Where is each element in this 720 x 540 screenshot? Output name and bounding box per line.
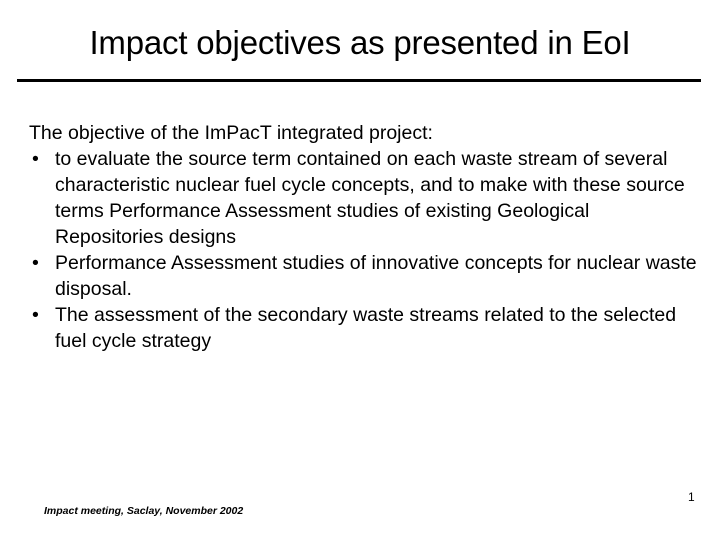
- lead-line: The objective of the ImPacT integrated project:: [29, 122, 433, 144]
- bullet-dot-icon: •: [32, 304, 39, 326]
- page-number: 1: [688, 490, 695, 504]
- footer-note: Impact meeting, Saclay, November 2002: [44, 505, 244, 517]
- slide-body: [29, 120, 697, 354]
- title-block: [0, 24, 720, 62]
- title-divider-rule: [17, 79, 701, 82]
- bullet-dot-icon: •: [32, 148, 39, 170]
- list-item-text: to evaluate the source term contained on each waste stream of several characteristic nuclear fuel cycle concepts, and to make with these source terms Performance Assessment studies of existing Geological Repositories designs: [55, 148, 685, 248]
- list-item-text: The assessment of the secondary waste streams related to the selected fuel cycle strategy: [55, 304, 677, 352]
- list-item-text: Performance Assessment studies of innovative concepts for nuclear waste disposal.: [55, 252, 697, 300]
- list-item: [29, 146, 697, 250]
- list-item: [29, 302, 697, 354]
- list-item: [29, 250, 697, 302]
- bullet-list: [29, 146, 697, 354]
- slide-title: Impact objectives as presented in EoI: [89, 24, 631, 61]
- bullet-dot-icon: •: [32, 252, 39, 274]
